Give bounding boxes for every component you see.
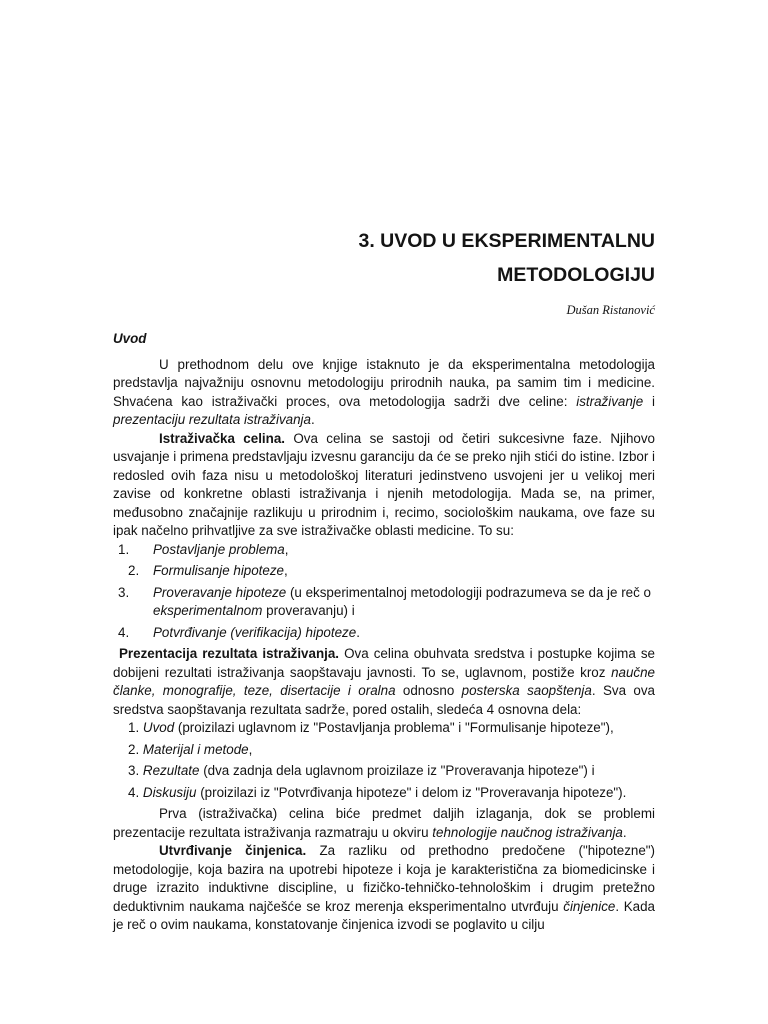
research-part-paragraph: Istraživačka celina. Ova celina se sastoji od četiri sukcesivne faze. Njihovo usvajanje i primena predstavljaju izvesnu garanciju da će se preko njih stići do istine. Izbor i redosled ovih faza nisu u metodološkoj literaturi jedinstveno usvojeni jer u velikoj meri zavise od konkretne oblasti istraživanja i njenih metodologija. Mada se, na primer, međusobno značajnije razlikuju u prirodnim i, recimo, sociološkim naukama, ove faze su ipak načelno prihvatljive za sve istraživačke oblasti medicine. To su:	[113, 430, 655, 538]
list-item: 3. Rezultate (dva zadnja dela uglavnom proizilaze iz "Proveravanja hipoteze") i	[128, 763, 595, 778]
facts-paragraph: Utvrđivanje činjenica. Za razliku od prethodno predočene ("hipotezne") metodologije, koja bazira na upotrebi hipoteze i koja je karakteristična za biomedicinske i druge izrazito induktivne discipline, u fizičko-tehničko-tehnološkim i drugim pretežno deduktivnim naukama najčešće se kroz merenja eksperimentalno utvrđuju činjenice. Kada je reč o ovim naukama, konstatovanje činjenica izvodi se poglavito u cilju	[113, 843, 655, 932]
chapter-title-line-2: METODOLOGIJU	[497, 264, 655, 286]
list-item: 4. Diskusiju (proizilazi iz "Potvrđivanja hipoteze" i delom iz "Proveravanja hipoteze").	[128, 784, 627, 800]
presentation-part-paragraph: Prezentacija rezultata istraživanja. Ova celina obuhvata sredstva i postupke kojima se dobijeni rezultati istraživanja saopštavaju javnosti. To se, uglavnom, postiže kroz naučne članke, monografije, teze, disertacije i oralna odnosno posterska saopštenja. Sva ova sredstva saopštavanja rezultata sadrže, pored ostalih, sledeća 4 osnovna dela:	[113, 646, 655, 717]
list-item: 2. Formulisanje hipoteze,	[128, 563, 288, 578]
author-name: Dušan Ristanović	[566, 303, 655, 317]
presentation-part-label: Prezentacija rezultata istraživanja.	[119, 646, 340, 661]
intro-paragraph: U prethodnom delu ove knjige istaknuto je da eksperimentalna metodologija predstavlja najvažniju osnovnu metodologiju prirodnih nauka, pa samim tim i medicine. Shvaćena kao istraživački proces, ova metodologija sadrži dve celine: istraživanje i prezentaciju rezultata istraživanja.	[113, 356, 655, 427]
chapter-title-line-1: 3. UVOD U EKSPERIMENTALNU	[358, 230, 655, 252]
list-item: 3. Proveravanje hipoteze (u eksperimentalnoj metodologiji podrazumeva se da je reč o eksperimentalnom proveravanju) i	[118, 584, 651, 618]
facts-label: Utvrđivanje činjenica.	[159, 843, 307, 858]
list-item: 1. Uvod (proizilazi uglavnom iz "Postavljanja problema" i "Formulisanje hipoteze"),	[128, 720, 614, 735]
section-heading: Uvod	[113, 331, 147, 346]
transition-paragraph: Prva (istraživačka) celina biće predmet daljih izlaganja, dok se problemi prezentacije rezultata istraživanja razmatraju u okviru tehnologije naučnog istraživanja.	[113, 806, 655, 840]
research-part-label: Istraživačka celina.	[159, 430, 285, 446]
research-phases-list	[113, 541, 655, 643]
presentation-parts-list	[113, 719, 655, 802]
list-item: 1. Postavljanje problema,	[118, 541, 289, 557]
list-item: 4. Potvrđivanje (verifikacija) hipoteze.	[118, 624, 360, 640]
chapter-body	[113, 328, 655, 935]
list-item: 2. Materijal i metode,	[128, 741, 253, 757]
